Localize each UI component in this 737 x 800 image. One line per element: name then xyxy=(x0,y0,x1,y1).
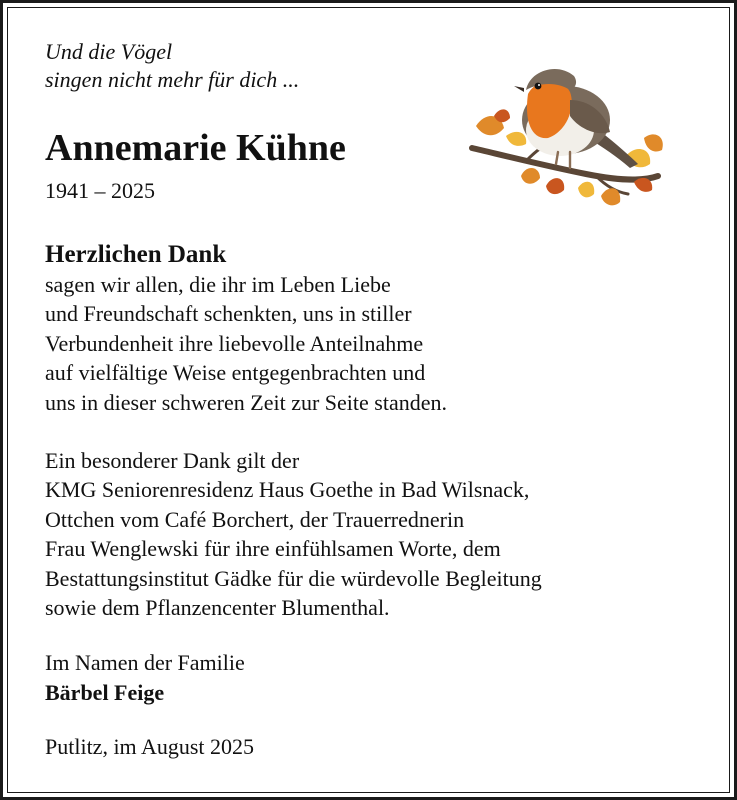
thanks-line: sagen wir allen, die ihr im Leben Liebe xyxy=(45,272,391,297)
family-intro: Im Namen der Familie xyxy=(45,650,245,675)
deceased-years: 1941 – 2025 xyxy=(45,178,155,203)
thanks-text xyxy=(45,270,447,417)
thanks-title: Herzlichen Dank xyxy=(45,241,227,268)
special-thanks-line: sowie dem Pflanzencenter Blumenthal. xyxy=(45,595,390,621)
special-thanks-line: Bestattungsinstitut Gädke für die würdevolle Begleitung xyxy=(45,565,542,591)
thanks-line: auf vielfältige Weise entgegenbrachten und xyxy=(45,360,426,386)
motto-line-2: singen nicht mehr für dich ... xyxy=(45,67,300,92)
thanks-line: Verbundenheit ihre liebevolle Anteilnahme xyxy=(45,330,424,356)
special-thanks-line: Ottchen vom Café Borchert, der Trauerrednerin xyxy=(45,506,465,532)
family-signature xyxy=(45,648,245,708)
thanks-line: uns in dieser schweren Zeit zur Seite standen. xyxy=(45,389,447,415)
special-thanks-line: KMG Seniorenresidenz Haus Goethe in Bad Wilsnack, xyxy=(45,477,530,503)
special-thanks xyxy=(45,446,542,622)
signer-name: Bärbel Feige xyxy=(45,680,165,705)
robin-on-autumn-branch-icon xyxy=(466,56,676,226)
special-thanks-line: Ein besonderer Dank gilt der xyxy=(45,448,300,473)
deceased-name: Annemarie Kühne xyxy=(45,127,346,169)
motto-line-1: Und die Vögel xyxy=(45,39,173,64)
thanks-line: und Freundschaft schenkten, uns in stiller xyxy=(45,301,412,327)
place-and-date: Putlitz, im August 2025 xyxy=(45,734,255,759)
motto xyxy=(45,38,299,94)
special-thanks-line: Frau Wenglewski für ihre einfühlsamen Worte, dem xyxy=(45,536,501,562)
